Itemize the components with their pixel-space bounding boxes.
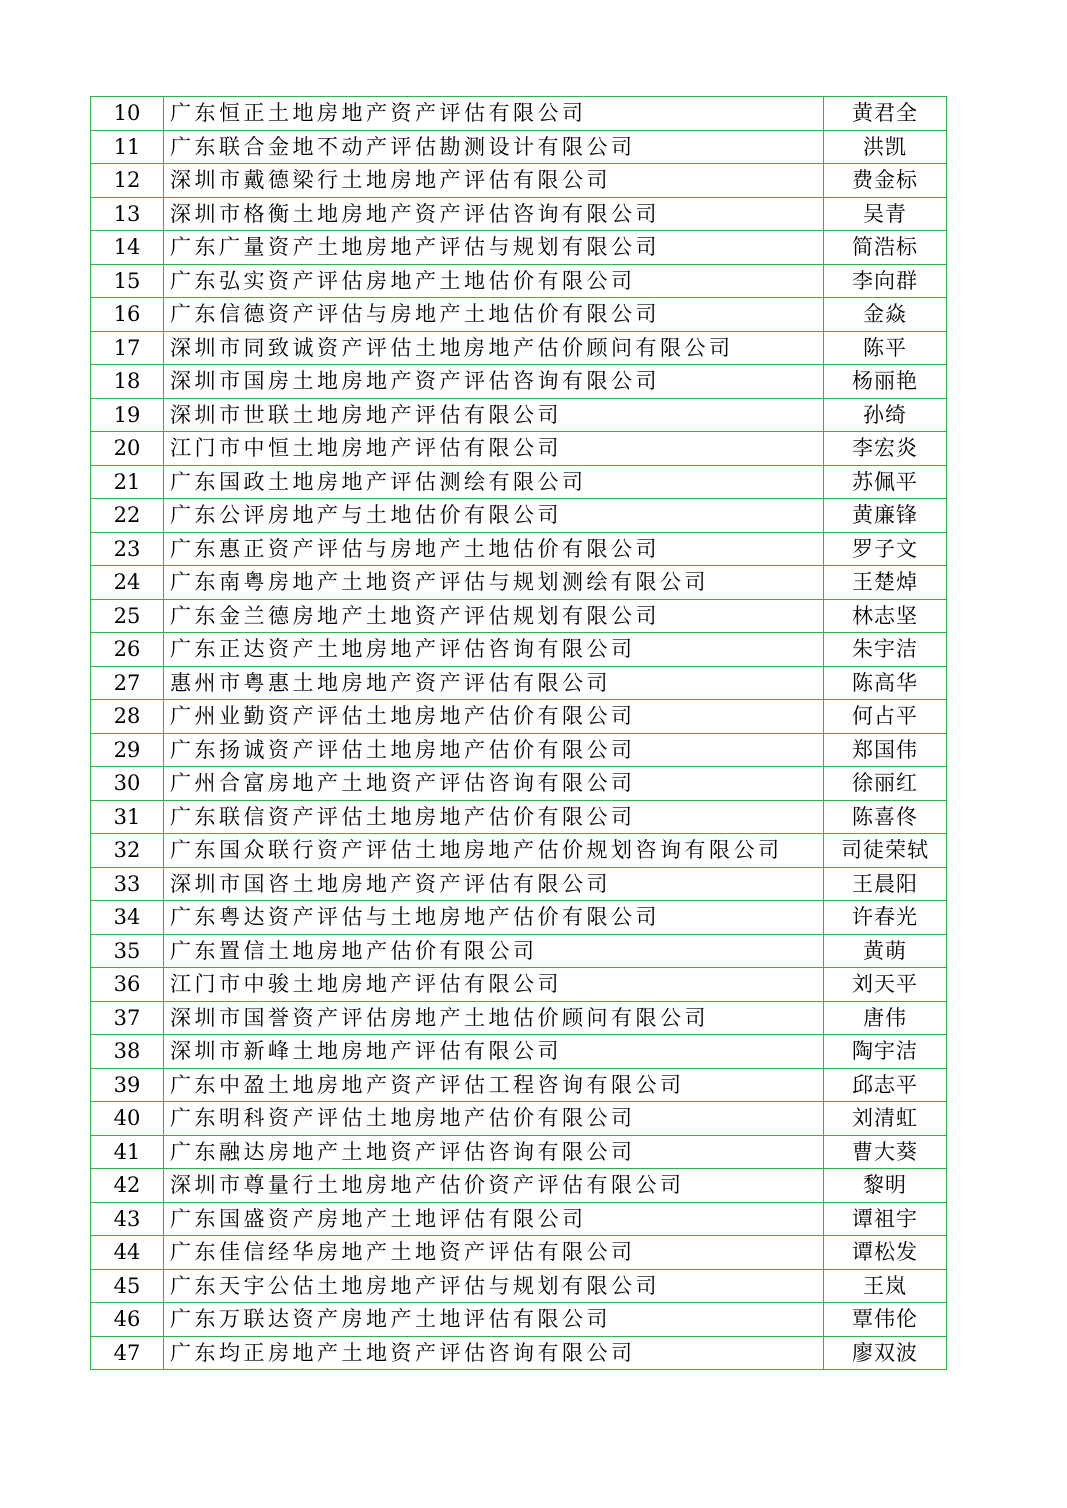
table-row: [91, 901, 947, 935]
table-row: [91, 599, 947, 633]
person-name-cell: 王晨阳: [824, 867, 947, 901]
company-name-cell: 深圳市世联土地房地产评估有限公司: [164, 398, 824, 432]
table-row: [91, 1068, 947, 1102]
row-number-cell: 31: [91, 800, 164, 834]
company-name-cell: 广州合富房地产土地资产评估咨询有限公司: [164, 767, 824, 801]
company-name-cell: 江门市中骏土地房地产评估有限公司: [164, 968, 824, 1002]
company-name-cell: 广东公评房地产与土地估价有限公司: [164, 499, 824, 533]
company-name-cell: 广东扬诚资产评估土地房地产估价有限公司: [164, 733, 824, 767]
table-row: [91, 1236, 947, 1270]
row-number-cell: 44: [91, 1236, 164, 1270]
table-row: [91, 800, 947, 834]
company-name-cell: 深圳市格衡土地房地产资产评估咨询有限公司: [164, 197, 824, 231]
row-number-cell: 29: [91, 733, 164, 767]
company-name-cell: 深圳市国咨土地房地产资产评估有限公司: [164, 867, 824, 901]
table-row: [91, 733, 947, 767]
row-number-cell: 24: [91, 566, 164, 600]
company-name-cell: 广东广量资产土地房地产评估与规划有限公司: [164, 231, 824, 265]
row-number-cell: 39: [91, 1068, 164, 1102]
company-name-cell: 深圳市戴德梁行土地房地产评估有限公司: [164, 164, 824, 198]
person-name-cell: 李宏炎: [824, 432, 947, 466]
company-name-cell: 深圳市国房土地房地产资产评估咨询有限公司: [164, 365, 824, 399]
row-number-cell: 11: [91, 130, 164, 164]
person-name-cell: 罗子文: [824, 532, 947, 566]
company-name-cell: 广东正达资产土地房地产评估咨询有限公司: [164, 633, 824, 667]
table-row: [91, 331, 947, 365]
row-number-cell: 43: [91, 1202, 164, 1236]
company-name-cell: 广东联合金地不动产评估勘测设计有限公司: [164, 130, 824, 164]
row-number-cell: 32: [91, 834, 164, 868]
table-row: [91, 398, 947, 432]
table-row: [91, 432, 947, 466]
member-table-body: [91, 97, 947, 1370]
table-row: [91, 566, 947, 600]
company-name-cell: 广东金兰德房地产土地资产评估规划有限公司: [164, 599, 824, 633]
table-row: [91, 1269, 947, 1303]
company-name-cell: 广东万联达资产房地产土地评估有限公司: [164, 1303, 824, 1337]
person-name-cell: 司徒荣轼: [824, 834, 947, 868]
table-row: [91, 1169, 947, 1203]
person-name-cell: 谭松发: [824, 1236, 947, 1270]
table-row: [91, 968, 947, 1002]
row-number-cell: 37: [91, 1001, 164, 1035]
row-number-cell: 28: [91, 700, 164, 734]
person-name-cell: 朱宇洁: [824, 633, 947, 667]
person-name-cell: 陈高华: [824, 666, 947, 700]
table-row: [91, 298, 947, 332]
person-name-cell: 李向群: [824, 264, 947, 298]
company-name-cell: 广东天宇公估土地房地产评估与规划有限公司: [164, 1269, 824, 1303]
company-name-cell: 广东南粤房地产土地资产评估与规划测绘有限公司: [164, 566, 824, 600]
row-number-cell: 22: [91, 499, 164, 533]
table-row: [91, 365, 947, 399]
company-name-cell: 广州业勤资产评估土地房地产估价有限公司: [164, 700, 824, 734]
company-name-cell: 深圳市国誉资产评估房地产土地估价顾问有限公司: [164, 1001, 824, 1035]
company-name-cell: 广东国政土地房地产评估测绘有限公司: [164, 465, 824, 499]
company-name-cell: 广东惠正资产评估与房地产土地估价有限公司: [164, 532, 824, 566]
table-row: [91, 130, 947, 164]
row-number-cell: 10: [91, 97, 164, 131]
person-name-cell: 洪凯: [824, 130, 947, 164]
person-name-cell: 费金标: [824, 164, 947, 198]
table-row: [91, 499, 947, 533]
table-row: [91, 1336, 947, 1370]
person-name-cell: 曹大葵: [824, 1135, 947, 1169]
person-name-cell: 王楚焯: [824, 566, 947, 600]
company-name-cell: 广东置信土地房地产估价有限公司: [164, 934, 824, 968]
row-number-cell: 21: [91, 465, 164, 499]
row-number-cell: 47: [91, 1336, 164, 1370]
company-name-cell: 广东国众联行资产评估土地房地产估价规划咨询有限公司: [164, 834, 824, 868]
row-number-cell: 40: [91, 1102, 164, 1136]
person-name-cell: 苏佩平: [824, 465, 947, 499]
company-name-cell: 深圳市同致诚资产评估土地房地产估价顾问有限公司: [164, 331, 824, 365]
row-number-cell: 35: [91, 934, 164, 968]
company-name-cell: 广东中盈土地房地产资产评估工程咨询有限公司: [164, 1068, 824, 1102]
table-row: [91, 231, 947, 265]
company-name-cell: 广东佳信经华房地产土地资产评估有限公司: [164, 1236, 824, 1270]
table-row: [91, 867, 947, 901]
table-row: [91, 1135, 947, 1169]
row-number-cell: 42: [91, 1169, 164, 1203]
person-name-cell: 许春光: [824, 901, 947, 935]
row-number-cell: 38: [91, 1035, 164, 1069]
table-row: [91, 1303, 947, 1337]
row-number-cell: 19: [91, 398, 164, 432]
row-number-cell: 30: [91, 767, 164, 801]
table-row: [91, 934, 947, 968]
company-name-cell: 广东恒正土地房地产资产评估有限公司: [164, 97, 824, 131]
person-name-cell: 林志坚: [824, 599, 947, 633]
row-number-cell: 46: [91, 1303, 164, 1337]
row-number-cell: 15: [91, 264, 164, 298]
company-name-cell: 深圳市尊量行土地房地产估价资产评估有限公司: [164, 1169, 824, 1203]
table-row: [91, 197, 947, 231]
person-name-cell: 刘天平: [824, 968, 947, 1002]
company-name-cell: 广东联信资产评估土地房地产估价有限公司: [164, 800, 824, 834]
table-row: [91, 1035, 947, 1069]
company-name-cell: 江门市中恒土地房地产评估有限公司: [164, 432, 824, 466]
person-name-cell: 黄廉锋: [824, 499, 947, 533]
table-row: [91, 465, 947, 499]
table-row: [91, 264, 947, 298]
table-row: [91, 834, 947, 868]
row-number-cell: 14: [91, 231, 164, 265]
row-number-cell: 25: [91, 599, 164, 633]
person-name-cell: 黄萌: [824, 934, 947, 968]
table-row: [91, 1202, 947, 1236]
table-row: [91, 700, 947, 734]
person-name-cell: 郑国伟: [824, 733, 947, 767]
company-name-cell: 深圳市新峰土地房地产评估有限公司: [164, 1035, 824, 1069]
table-row: [91, 97, 947, 131]
person-name-cell: 孙绮: [824, 398, 947, 432]
company-name-cell: 广东弘实资产评估房地产土地估价有限公司: [164, 264, 824, 298]
person-name-cell: 刘清虹: [824, 1102, 947, 1136]
table-row: [91, 633, 947, 667]
row-number-cell: 18: [91, 365, 164, 399]
person-name-cell: 简浩标: [824, 231, 947, 265]
row-number-cell: 23: [91, 532, 164, 566]
person-name-cell: 黎明: [824, 1169, 947, 1203]
person-name-cell: 徐丽红: [824, 767, 947, 801]
person-name-cell: 王岚: [824, 1269, 947, 1303]
table-row: [91, 767, 947, 801]
table-row: [91, 164, 947, 198]
row-number-cell: 20: [91, 432, 164, 466]
company-name-cell: 惠州市粤惠土地房地产资产评估有限公司: [164, 666, 824, 700]
row-number-cell: 36: [91, 968, 164, 1002]
company-name-cell: 广东粤达资产评估与土地房地产估价有限公司: [164, 901, 824, 935]
person-name-cell: 黄君全: [824, 97, 947, 131]
person-name-cell: 陈平: [824, 331, 947, 365]
company-name-cell: 广东均正房地产土地资产评估咨询有限公司: [164, 1336, 824, 1370]
table-row: [91, 1102, 947, 1136]
row-number-cell: 41: [91, 1135, 164, 1169]
member-table: [90, 96, 947, 1370]
person-name-cell: 金焱: [824, 298, 947, 332]
table-row: [91, 666, 947, 700]
company-name-cell: 广东融达房地产土地资产评估咨询有限公司: [164, 1135, 824, 1169]
person-name-cell: 唐伟: [824, 1001, 947, 1035]
row-number-cell: 16: [91, 298, 164, 332]
person-name-cell: 杨丽艳: [824, 365, 947, 399]
row-number-cell: 12: [91, 164, 164, 198]
person-name-cell: 覃伟伦: [824, 1303, 947, 1337]
row-number-cell: 13: [91, 197, 164, 231]
row-number-cell: 33: [91, 867, 164, 901]
row-number-cell: 45: [91, 1269, 164, 1303]
table-row: [91, 1001, 947, 1035]
person-name-cell: 吴青: [824, 197, 947, 231]
company-name-cell: 广东信德资产评估与房地产土地估价有限公司: [164, 298, 824, 332]
person-name-cell: 陈喜佟: [824, 800, 947, 834]
person-name-cell: 何占平: [824, 700, 947, 734]
row-number-cell: 26: [91, 633, 164, 667]
company-name-cell: 广东国盛资产房地产土地评估有限公司: [164, 1202, 824, 1236]
person-name-cell: 谭祖宇: [824, 1202, 947, 1236]
person-name-cell: 廖双波: [824, 1336, 947, 1370]
row-number-cell: 27: [91, 666, 164, 700]
person-name-cell: 陶宇洁: [824, 1035, 947, 1069]
row-number-cell: 17: [91, 331, 164, 365]
person-name-cell: 邱志平: [824, 1068, 947, 1102]
table-row: [91, 532, 947, 566]
company-name-cell: 广东明科资产评估土地房地产估价有限公司: [164, 1102, 824, 1136]
row-number-cell: 34: [91, 901, 164, 935]
